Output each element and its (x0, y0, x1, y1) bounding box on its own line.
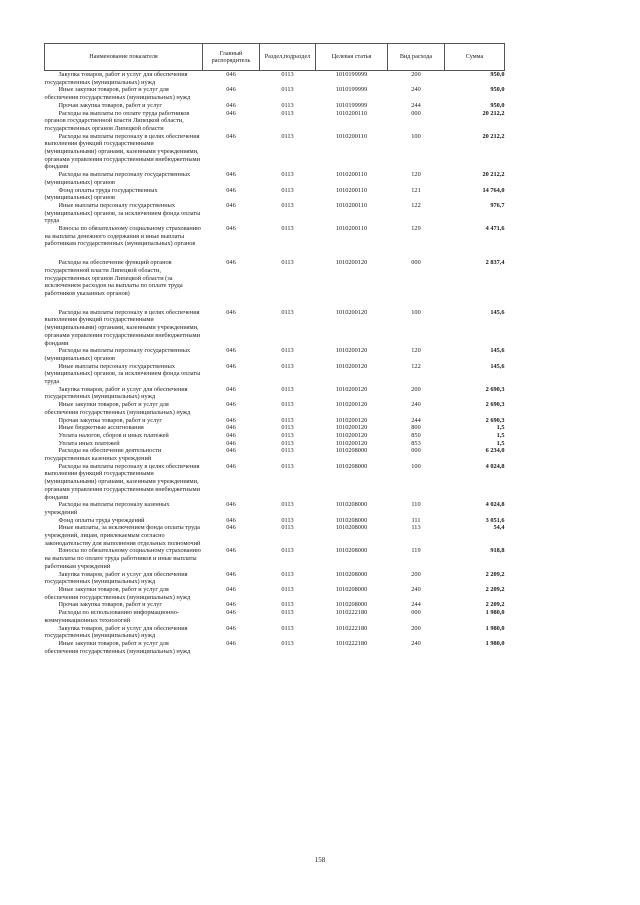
row-sum: 145,6 (490, 347, 505, 355)
row-target: 1010200120 (335, 308, 368, 316)
row-sum: 1,5 (496, 431, 505, 439)
row-name: Расходы на выплаты персоналу казенных учреждений (44, 501, 170, 516)
row-target: 1010208000 (335, 462, 368, 470)
table-row (45, 609, 505, 624)
row-sum: 20 212,2 (482, 171, 505, 179)
table-row (45, 71, 505, 87)
row-section: 0113 (281, 624, 294, 632)
row-expense-type: 120 (411, 171, 421, 179)
table-row (45, 401, 505, 416)
row-name: Расходы на выплаты персоналу государственных (муниципальных) органов (44, 347, 191, 362)
row-expense-type: 113 (411, 524, 421, 532)
row-expense-type: 111 (411, 516, 421, 524)
row-name: Закупка товаров, работ и услуг для обеспечения государственных (муниципальных) нужд (44, 570, 188, 586)
header-name: Наименование показателя (45, 44, 203, 71)
row-target: 1010200120 (335, 347, 368, 355)
row-admin: 046 (226, 547, 236, 555)
row-admin: 046 (226, 609, 236, 617)
table-row (45, 440, 505, 448)
row-admin: 046 (226, 201, 236, 209)
row-expense-type: 122 (411, 201, 421, 209)
row-target: 1010200110 (335, 132, 368, 140)
row-target: 1010208000 (335, 524, 368, 532)
row-sum: 950,0 (490, 71, 505, 78)
row-name: Иные закупки товаров, работ и услуг для обеспечения государственных (муниципальных) нужд (44, 86, 191, 102)
table-row (45, 447, 505, 462)
table-row (45, 571, 505, 586)
row-name: Иные выплаты персоналу государственных (муниципальных) органов, за исключением фонда оплаты труда (44, 362, 201, 386)
row-section: 0113 (281, 71, 294, 78)
table-header-row (45, 44, 505, 71)
row-name: Прочая закупка товаров, работ и услуг (58, 416, 162, 424)
row-admin: 046 (226, 431, 236, 439)
row-sum: 950,0 (490, 86, 505, 94)
row-target: 1010208000 (335, 447, 368, 455)
row-name: Уплата налогов, сборов и иных платежей (58, 431, 169, 439)
row-section: 0113 (281, 431, 294, 439)
row-admin: 046 (226, 109, 236, 117)
row-spacer (45, 298, 505, 309)
row-expense-type: 240 (411, 639, 421, 647)
row-section: 0113 (281, 586, 294, 593)
row-section: 0113 (281, 86, 294, 94)
row-target: 1010222180 (335, 624, 368, 632)
row-section: 0113 (281, 347, 294, 355)
row-expense-type: 244 (411, 101, 421, 109)
row-name: Расходы на обеспечение функций органов государственной власти Липецкой области, государственных органов Липецкой области (за исключением расходов на выплаты по оплате труда работников указанных органов) (44, 259, 183, 297)
row-admin: 046 (226, 308, 236, 316)
row-target: 1010200120 (335, 416, 368, 424)
row-expense-type: 129 (411, 225, 421, 233)
table-row (45, 133, 505, 172)
row-expense-type: 200 (411, 71, 421, 78)
table-body (45, 71, 505, 656)
row-section: 0113 (281, 547, 294, 555)
row-name: Прочая закупка товаров, работ и услуг (58, 601, 162, 609)
row-sum: 2 690,3 (485, 385, 505, 393)
row-name: Иные закупки товаров, работ и услуг для обеспечения государственных (муниципальных) нужд (44, 639, 191, 655)
row-section: 0113 (281, 101, 294, 109)
row-sum: 14 764,0 (482, 186, 505, 194)
row-expense-type: 240 (411, 401, 421, 409)
row-sum: 4 024,8 (485, 462, 505, 470)
header-section: Раздел,подраздел (260, 44, 316, 71)
row-admin: 046 (226, 401, 236, 409)
row-spacer-cell (45, 248, 505, 259)
row-expense-type: 122 (411, 362, 421, 370)
row-admin: 046 (226, 439, 236, 447)
row-target: 1010200120 (335, 401, 368, 409)
row-admin: 046 (226, 171, 236, 179)
row-section: 0113 (281, 186, 294, 194)
row-section: 0113 (281, 416, 294, 424)
table-row (45, 202, 505, 225)
row-admin: 046 (226, 462, 236, 470)
table-row (45, 363, 505, 386)
row-sum: 3 051,6 (485, 516, 505, 524)
row-target: 1010208000 (335, 547, 368, 555)
row-expense-type: 850 (411, 431, 421, 439)
table-row (45, 601, 505, 609)
row-sum: 6 234,0 (485, 447, 505, 455)
row-target: 1010222180 (335, 639, 368, 647)
table-row (45, 424, 505, 432)
row-expense-type: 121 (411, 186, 421, 194)
row-expense-type: 000 (411, 447, 421, 455)
row-section: 0113 (281, 501, 294, 509)
row-section: 0113 (281, 385, 294, 393)
row-section: 0113 (281, 225, 294, 233)
row-sum: 976,7 (490, 201, 505, 209)
row-expense-type: 800 (411, 424, 421, 432)
row-name: Прочая закупка товаров, работ и услуг (58, 101, 162, 109)
row-sum: 2 690,3 (485, 416, 505, 424)
row-sum: 20 212,2 (482, 109, 505, 117)
row-target: 1010200110 (335, 186, 368, 194)
row-expense-type: 244 (411, 601, 421, 609)
row-expense-type: 244 (411, 416, 421, 424)
row-expense-type: 120 (411, 347, 421, 355)
row-sum: 2 209,2 (485, 601, 505, 609)
row-name: Закупка товаров, работ и услуг для обеспечения государственных (муниципальных) нужд (44, 624, 188, 640)
row-section: 0113 (281, 424, 294, 432)
row-name: Уплата иных платежей (58, 439, 120, 447)
row-target: 1010200120 (335, 431, 368, 439)
row-section: 0113 (281, 524, 294, 532)
row-admin: 046 (226, 516, 236, 524)
row-admin: 046 (226, 424, 236, 432)
row-target: 1010208000 (335, 586, 368, 593)
row-target: 1010222180 (335, 609, 368, 617)
row-expense-type: 000 (411, 109, 421, 117)
row-admin: 046 (226, 586, 236, 593)
row-section: 0113 (281, 308, 294, 316)
row-expense-type: 100 (411, 462, 421, 470)
row-section: 0113 (281, 462, 294, 470)
table-row (45, 102, 505, 110)
table-row (45, 524, 505, 547)
header-target: Целевая статья (316, 44, 388, 71)
row-sum: 145,6 (490, 362, 505, 370)
row-sum: 1,5 (496, 439, 505, 447)
header-sum: Сумма (445, 44, 505, 71)
row-sum: 1 980,0 (485, 639, 505, 647)
row-sum: 4 024,8 (485, 501, 505, 509)
table-row (45, 347, 505, 362)
row-admin: 046 (226, 186, 236, 194)
row-name: Закупка товаров, работ и услуг для обеспечения государственных (муниципальных) нужд (44, 71, 188, 86)
row-section: 0113 (281, 401, 294, 409)
row-expense-type: 240 (411, 586, 421, 593)
row-admin: 046 (226, 524, 236, 532)
row-target: 1010199999 (335, 101, 368, 109)
row-admin: 046 (226, 225, 236, 233)
row-sum: 2 209,2 (485, 570, 505, 578)
table-row (45, 517, 505, 525)
row-admin: 046 (226, 639, 236, 647)
row-target: 1010200110 (335, 201, 368, 209)
row-admin: 046 (226, 416, 236, 424)
row-section: 0113 (281, 447, 294, 455)
row-section: 0113 (281, 516, 294, 524)
budget-table (44, 43, 505, 655)
row-name: Фонд оплаты труда государственных (муниципальных) органов (44, 186, 158, 202)
row-name: Расходы на выплаты персоналу в целях обеспечения выполнения функций государственными (муниципальными) органами, казенными учреждениями, органами управления государственными внебюджетными фондами (44, 132, 200, 171)
table-row (45, 171, 505, 186)
row-sum: 1 980,0 (485, 609, 505, 617)
row-target: 1010208000 (335, 516, 368, 524)
table-row (45, 225, 505, 248)
table-row (45, 625, 505, 640)
row-section: 0113 (281, 201, 294, 209)
row-section: 0113 (281, 639, 294, 647)
row-expense-type: 119 (411, 547, 421, 555)
row-expense-type: 100 (411, 132, 421, 140)
row-admin: 046 (226, 259, 236, 267)
row-admin: 046 (226, 347, 236, 355)
table-row (45, 640, 505, 655)
row-sum: 1 980,0 (485, 624, 505, 632)
row-sum: 1,5 (496, 424, 505, 432)
row-expense-type: 000 (411, 259, 421, 267)
row-name: Закупка товаров, работ и услуг для обеспечения государственных (муниципальных) нужд (44, 385, 188, 401)
row-target: 1010208000 (335, 570, 368, 578)
row-name: Расходы на обеспечение деятельности государственных казенных учреждений (44, 447, 162, 463)
row-admin: 046 (226, 362, 236, 370)
row-name: Взносы по обязательному социальному страхованию на выплаты по оплате труда работников и иные выплаты работникам учреждений (44, 547, 201, 570)
row-sum: 2 837,4 (485, 259, 505, 267)
row-expense-type: 110 (411, 501, 421, 509)
row-admin: 046 (226, 501, 236, 509)
row-sum: 2 690,3 (485, 401, 505, 409)
row-name: Взносы по обязательному социальному страхованию на выплаты денежного содержания и иные выплаты работникам государственных (муниципальных) органов (44, 225, 201, 248)
table-row (45, 259, 505, 298)
header-admin: Главный распорядитель (203, 44, 260, 71)
header-expense-type: Вид расхода (388, 44, 445, 71)
row-section: 0113 (281, 601, 294, 609)
row-target: 1010200110 (335, 225, 368, 233)
row-admin: 046 (226, 86, 236, 94)
row-admin: 046 (226, 570, 236, 578)
row-spacer (45, 248, 505, 259)
row-target: 1010199999 (335, 71, 368, 78)
row-expense-type: 200 (411, 570, 421, 578)
row-target: 1010208000 (335, 501, 368, 509)
row-target: 1010200120 (335, 259, 368, 267)
row-name: Расходы по использованию информационно-коммуникационных технологий (44, 609, 180, 624)
row-admin: 046 (226, 132, 236, 140)
row-section: 0113 (281, 259, 294, 267)
row-target: 1010200110 (335, 171, 368, 179)
row-admin: 046 (226, 71, 236, 78)
row-admin: 046 (226, 624, 236, 632)
table-row (45, 309, 505, 348)
row-section: 0113 (281, 609, 294, 617)
row-section: 0113 (281, 171, 294, 179)
row-sum: 2 209,2 (485, 586, 505, 593)
row-expense-type: 240 (411, 86, 421, 94)
row-expense-type: 000 (411, 609, 421, 617)
row-target: 1010200120 (335, 385, 368, 393)
row-section: 0113 (281, 109, 294, 117)
row-expense-type: 853 (411, 439, 421, 447)
row-spacer-cell (45, 298, 505, 309)
page-number: 158 (314, 856, 326, 864)
row-admin: 046 (226, 447, 236, 455)
row-sum: 54,4 (493, 524, 505, 532)
row-sum: 950,0 (490, 101, 505, 109)
row-admin: 046 (226, 601, 236, 609)
row-target: 1010208000 (335, 601, 368, 609)
row-target: 1010200120 (335, 362, 368, 370)
table-row (45, 86, 505, 101)
row-sum: 20 212,2 (482, 132, 505, 140)
row-name: Иные закупки товаров, работ и услуг для обеспечения государственных (муниципальных) нужд (44, 586, 191, 601)
row-target: 1010200120 (335, 424, 368, 432)
row-section: 0113 (281, 439, 294, 447)
row-section: 0113 (281, 570, 294, 578)
row-name: Расходы на выплаты по оплате труда работников органов государственной власти Липецкой области, государственных органов Липецкой области (44, 109, 190, 132)
row-admin: 046 (226, 101, 236, 109)
row-name: Фонд оплаты труда учреждений (58, 516, 145, 524)
row-name: Расходы на выплаты персоналу в целях обеспечения выполнения функций государственными (муниципальными) органами, казенными учреждениями, органами управления государственными внебюджетными фондами (44, 462, 200, 501)
row-admin: 046 (226, 385, 236, 393)
table-row (45, 187, 505, 202)
table-row (45, 463, 505, 502)
table-row (45, 110, 505, 133)
row-section: 0113 (281, 132, 294, 140)
row-expense-type: 100 (411, 308, 421, 316)
row-name: Иные закупки товаров, работ и услуг для обеспечения государственных (муниципальных) нужд (44, 401, 191, 416)
row-target: 1010199999 (335, 86, 368, 94)
row-name: Иные бюджетные ассигнования (58, 424, 144, 432)
row-expense-type: 200 (411, 385, 421, 393)
table-row (45, 432, 505, 440)
row-sum: 4 471,6 (485, 225, 505, 233)
row-target: 1010200120 (335, 439, 368, 447)
table-row (45, 547, 505, 570)
row-sum: 918,8 (490, 547, 505, 555)
row-name: Расходы на выплаты персоналу государственных (муниципальных) органов (44, 171, 191, 186)
table-row (45, 501, 505, 516)
table-row (45, 417, 505, 425)
row-name: Иные выплаты персоналу государственных (муниципальных) органов, за исключением фонда оплаты труда (44, 201, 201, 225)
table-row (45, 586, 505, 601)
row-section: 0113 (281, 362, 294, 370)
row-sum: 145,6 (490, 308, 505, 316)
row-expense-type: 200 (411, 624, 421, 632)
row-name: Расходы на выплаты персоналу в целях обеспечения выполнения функций государственными (муниципальными) органами, казенными учреждениями, органами управления государственными внебюджетными фондами (44, 308, 200, 347)
row-target: 1010200110 (335, 109, 368, 117)
table-row (45, 386, 505, 401)
row-name: Иные выплаты, за исключением фонда оплаты труда учреждений, лицам, привлекаемым согласно законодательству для выполнения отдельных полномочий (44, 524, 201, 547)
